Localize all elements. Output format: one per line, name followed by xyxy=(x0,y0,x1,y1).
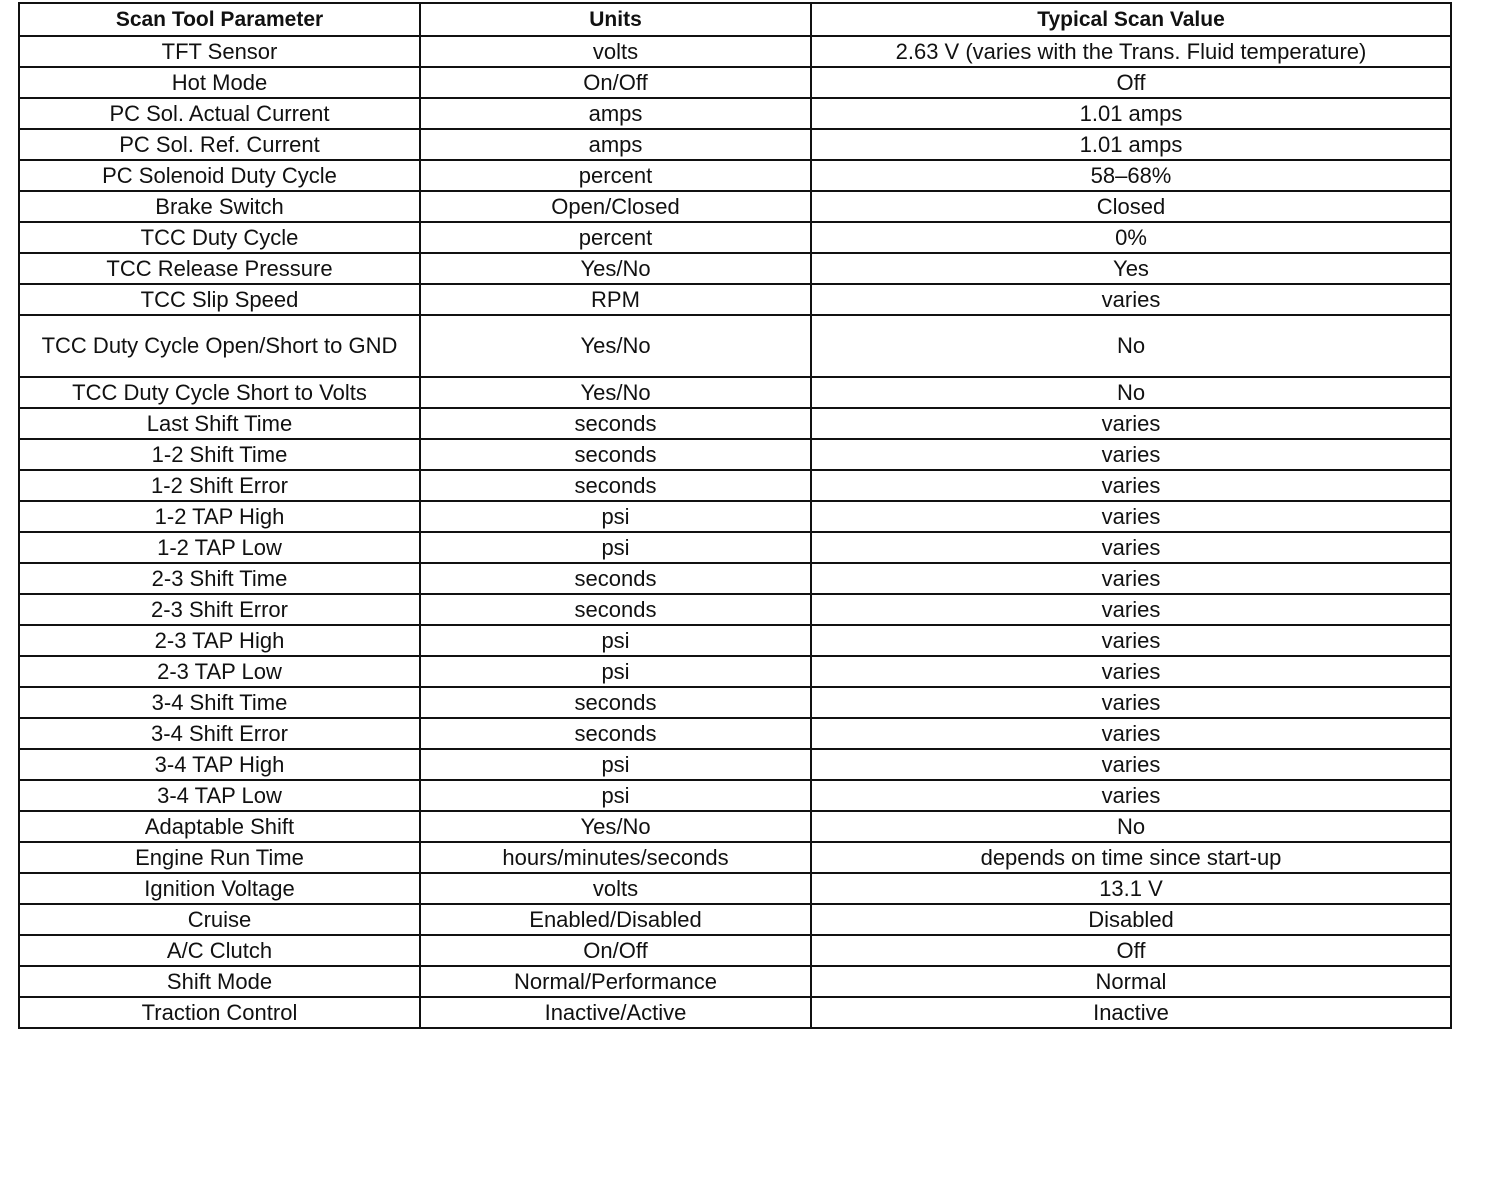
row-typical-value-cell: No xyxy=(811,315,1451,377)
row-parameter-cell: Hot Mode xyxy=(19,67,420,98)
row-units-cell: psi xyxy=(420,749,811,780)
row-parameter-cell: Adaptable Shift xyxy=(19,811,420,842)
row-typical-value-cell: Yes xyxy=(811,253,1451,284)
table-row xyxy=(19,160,1451,191)
table-row xyxy=(19,129,1451,160)
row-parameter-cell: 3-4 TAP High xyxy=(19,749,420,780)
header-units: Units xyxy=(420,3,811,36)
row-units-cell: Normal/Performance xyxy=(420,966,811,997)
row-parameter-cell: 1-2 Shift Error xyxy=(19,470,420,501)
row-units-cell: percent xyxy=(420,222,811,253)
row-units-cell: Open/Closed xyxy=(420,191,811,222)
table-row xyxy=(19,904,1451,935)
row-typical-value-cell: Off xyxy=(811,67,1451,98)
row-units-cell: Enabled/Disabled xyxy=(420,904,811,935)
row-units-cell: On/Off xyxy=(420,67,811,98)
row-units-cell: Yes/No xyxy=(420,253,811,284)
table-row xyxy=(19,253,1451,284)
row-units-cell: Yes/No xyxy=(420,377,811,408)
row-typical-value-cell: Closed xyxy=(811,191,1451,222)
header-parameter: Scan Tool Parameter xyxy=(19,3,420,36)
row-units-cell: volts xyxy=(420,36,811,67)
table-row xyxy=(19,873,1451,904)
row-units-cell: On/Off xyxy=(420,935,811,966)
row-units-cell: amps xyxy=(420,98,811,129)
row-typical-value-cell: 2.63 V (varies with the Trans. Fluid temperature) xyxy=(811,36,1451,67)
row-typical-value-cell: 0% xyxy=(811,222,1451,253)
row-units-cell: psi xyxy=(420,501,811,532)
row-units-cell: volts xyxy=(420,873,811,904)
table-row xyxy=(19,67,1451,98)
table-row xyxy=(19,687,1451,718)
row-typical-value-cell: varies xyxy=(811,749,1451,780)
row-units-cell: seconds xyxy=(420,687,811,718)
row-typical-value-cell: varies xyxy=(811,718,1451,749)
row-units-cell: amps xyxy=(420,129,811,160)
table-row xyxy=(19,966,1451,997)
table-row xyxy=(19,377,1451,408)
row-parameter-cell: 3-4 Shift Error xyxy=(19,718,420,749)
row-parameter-cell: 2-3 TAP High xyxy=(19,625,420,656)
table-body xyxy=(19,36,1451,1028)
table-row xyxy=(19,315,1451,377)
row-parameter-cell: 1-2 TAP Low xyxy=(19,532,420,563)
row-units-cell: Inactive/Active xyxy=(420,997,811,1028)
table-row xyxy=(19,36,1451,67)
row-units-cell: Yes/No xyxy=(420,315,811,377)
row-parameter-cell: 3-4 TAP Low xyxy=(19,780,420,811)
row-units-cell: psi xyxy=(420,656,811,687)
row-typical-value-cell: 1.01 amps xyxy=(811,98,1451,129)
table-row xyxy=(19,842,1451,873)
row-parameter-cell: TCC Duty Cycle Short to Volts xyxy=(19,377,420,408)
table-row xyxy=(19,222,1451,253)
row-parameter-cell: PC Sol. Ref. Current xyxy=(19,129,420,160)
row-typical-value-cell: varies xyxy=(811,470,1451,501)
table-row xyxy=(19,470,1451,501)
table-row xyxy=(19,935,1451,966)
table-row xyxy=(19,98,1451,129)
table-row xyxy=(19,532,1451,563)
row-typical-value-cell: varies xyxy=(811,408,1451,439)
row-typical-value-cell: Normal xyxy=(811,966,1451,997)
table-row xyxy=(19,284,1451,315)
table-row xyxy=(19,625,1451,656)
row-typical-value-cell: 58–68% xyxy=(811,160,1451,191)
row-units-cell: hours/minutes/seconds xyxy=(420,842,811,873)
row-parameter-cell: 2-3 Shift Error xyxy=(19,594,420,625)
table-row xyxy=(19,749,1451,780)
table-row xyxy=(19,780,1451,811)
row-parameter-cell: 3-4 Shift Time xyxy=(19,687,420,718)
row-typical-value-cell: varies xyxy=(811,563,1451,594)
row-parameter-cell: 2-3 Shift Time xyxy=(19,563,420,594)
table-row xyxy=(19,191,1451,222)
row-parameter-cell: Shift Mode xyxy=(19,966,420,997)
row-parameter-cell: Traction Control xyxy=(19,997,420,1028)
row-typical-value-cell: varies xyxy=(811,594,1451,625)
row-typical-value-cell: Disabled xyxy=(811,904,1451,935)
row-parameter-cell: 1-2 TAP High xyxy=(19,501,420,532)
table-header-row xyxy=(19,3,1451,36)
row-parameter-cell: TCC Duty Cycle Open/Short to GND xyxy=(19,315,420,377)
table-row xyxy=(19,594,1451,625)
row-typical-value-cell: varies xyxy=(811,656,1451,687)
row-parameter-cell: Brake Switch xyxy=(19,191,420,222)
row-units-cell: seconds xyxy=(420,408,811,439)
row-parameter-cell: Engine Run Time xyxy=(19,842,420,873)
row-typical-value-cell: depends on time since start-up xyxy=(811,842,1451,873)
row-units-cell: seconds xyxy=(420,718,811,749)
row-parameter-cell: TCC Slip Speed xyxy=(19,284,420,315)
row-parameter-cell: A/C Clutch xyxy=(19,935,420,966)
table-row xyxy=(19,656,1451,687)
table-row xyxy=(19,501,1451,532)
row-units-cell: seconds xyxy=(420,594,811,625)
row-units-cell: seconds xyxy=(420,563,811,594)
row-typical-value-cell: 13.1 V xyxy=(811,873,1451,904)
row-parameter-cell: Ignition Voltage xyxy=(19,873,420,904)
table-row xyxy=(19,439,1451,470)
row-typical-value-cell: varies xyxy=(811,501,1451,532)
row-parameter-cell: TCC Release Pressure xyxy=(19,253,420,284)
row-typical-value-cell: varies xyxy=(811,625,1451,656)
row-units-cell: psi xyxy=(420,532,811,563)
row-units-cell: psi xyxy=(420,625,811,656)
row-parameter-cell: 2-3 TAP Low xyxy=(19,656,420,687)
row-parameter-cell: Cruise xyxy=(19,904,420,935)
table-row xyxy=(19,811,1451,842)
row-units-cell: psi xyxy=(420,780,811,811)
row-typical-value-cell: varies xyxy=(811,532,1451,563)
row-parameter-cell: PC Sol. Actual Current xyxy=(19,98,420,129)
row-units-cell: seconds xyxy=(420,439,811,470)
row-units-cell: percent xyxy=(420,160,811,191)
row-parameter-cell: TFT Sensor xyxy=(19,36,420,67)
table-row xyxy=(19,563,1451,594)
header-typical-value: Typical Scan Value xyxy=(811,3,1451,36)
row-typical-value-cell: Inactive xyxy=(811,997,1451,1028)
row-parameter-cell: Last Shift Time xyxy=(19,408,420,439)
row-typical-value-cell: No xyxy=(811,811,1451,842)
row-typical-value-cell: 1.01 amps xyxy=(811,129,1451,160)
row-typical-value-cell: Off xyxy=(811,935,1451,966)
row-parameter-cell: 1-2 Shift Time xyxy=(19,439,420,470)
row-parameter-cell: PC Solenoid Duty Cycle xyxy=(19,160,420,191)
row-typical-value-cell: varies xyxy=(811,439,1451,470)
scan-values-table-container xyxy=(18,2,1450,1029)
scan-values-table xyxy=(18,2,1452,1029)
row-units-cell: Yes/No xyxy=(420,811,811,842)
row-units-cell: RPM xyxy=(420,284,811,315)
row-typical-value-cell: No xyxy=(811,377,1451,408)
row-typical-value-cell: varies xyxy=(811,687,1451,718)
table-row xyxy=(19,408,1451,439)
row-units-cell: seconds xyxy=(420,470,811,501)
table-row xyxy=(19,997,1451,1028)
row-typical-value-cell: varies xyxy=(811,284,1451,315)
row-typical-value-cell: varies xyxy=(811,780,1451,811)
row-parameter-cell: TCC Duty Cycle xyxy=(19,222,420,253)
table-row xyxy=(19,718,1451,749)
